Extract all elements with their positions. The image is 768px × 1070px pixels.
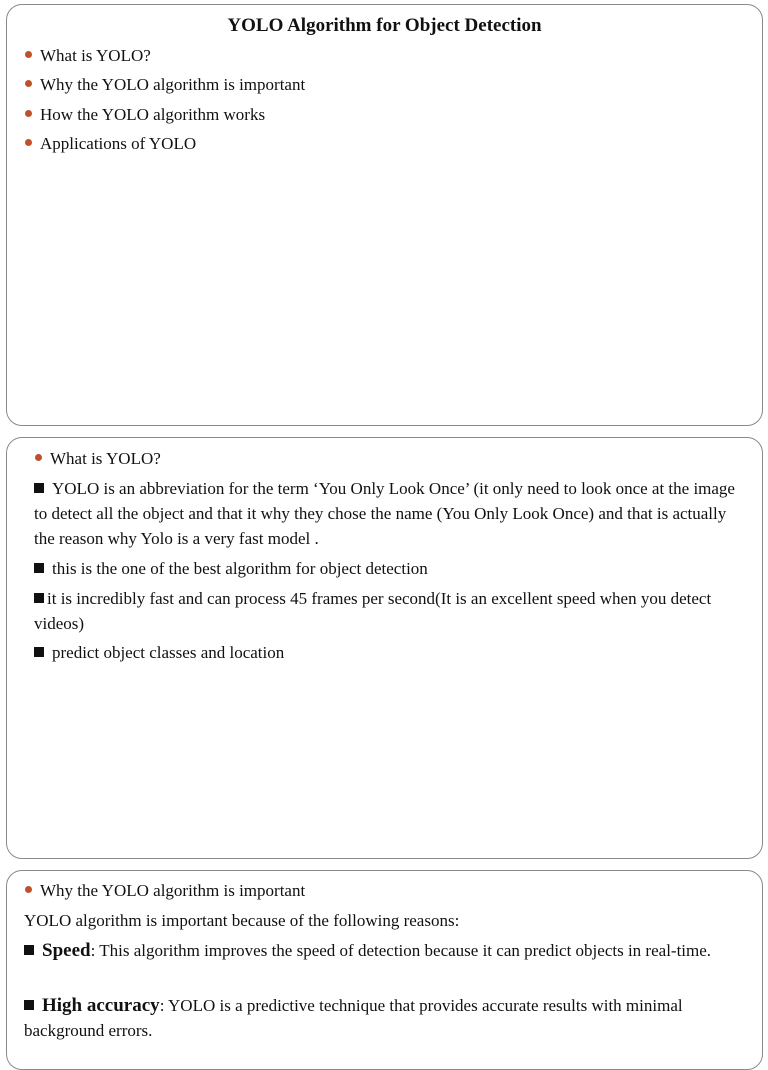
square-bullet-icon [34,483,44,493]
reason-accuracy [24,993,722,1043]
reason-term: Speed [42,940,91,961]
bullet-dot-icon [25,139,32,146]
bullet-dot-icon [35,454,42,461]
section-heading: Why the YOLO algorithm is important [25,881,305,901]
bullet-dot-icon [25,110,32,117]
bullet-dot-icon [25,80,32,87]
reason-term: High accuracy [42,995,160,1016]
slide-1 [6,4,763,426]
reason-text: : YOLO is a predictive technique that provides accurate results with minimal background errors. [24,996,683,1040]
bullet-why-important: Why the YOLO algorithm is important [25,75,305,95]
reason-text: : This algorithm improves the speed of detection because it can predict objects in real-time. [90,941,712,960]
slide-2 [6,437,763,859]
bullet-dot-icon [25,51,32,58]
paragraph-speed: it is incredibly fast and can process 45 frames per second(It is an excellent speed when you detect videos) [34,589,712,633]
square-bullet-icon [34,647,44,657]
square-bullet-icon [34,593,44,603]
bullet-applications: Applications of YOLO [25,134,196,154]
square-bullet-icon [34,563,44,573]
bullet-how-works: How the YOLO algorithm works [25,105,265,125]
paragraph-best-algorithm: this is the one of the best algorithm for object detection [34,556,744,581]
slide-3 [6,870,763,1070]
reason-speed [24,938,722,963]
square-bullet-icon [24,945,34,955]
slide-title: YOLO Algorithm for Object Detection [227,15,542,36]
bullet-dot-icon [25,886,32,893]
paragraph-predict: predict object classes and location [34,640,744,665]
intro-text: YOLO algorithm is important because of the following reasons: [24,911,460,930]
bullet-what-is-yolo: What is YOLO? [25,46,151,66]
square-bullet-icon [24,1000,34,1010]
section-heading: What is YOLO? [35,449,161,469]
paragraph-abbreviation: YOLO is an abbreviation for the term ‘You Only Look Once’ (it only need to look once at the image to detect all the object and that it why they chose the name (You Only Look Once) and that is actually the reason why Yolo is a very fast model . [34,479,735,548]
